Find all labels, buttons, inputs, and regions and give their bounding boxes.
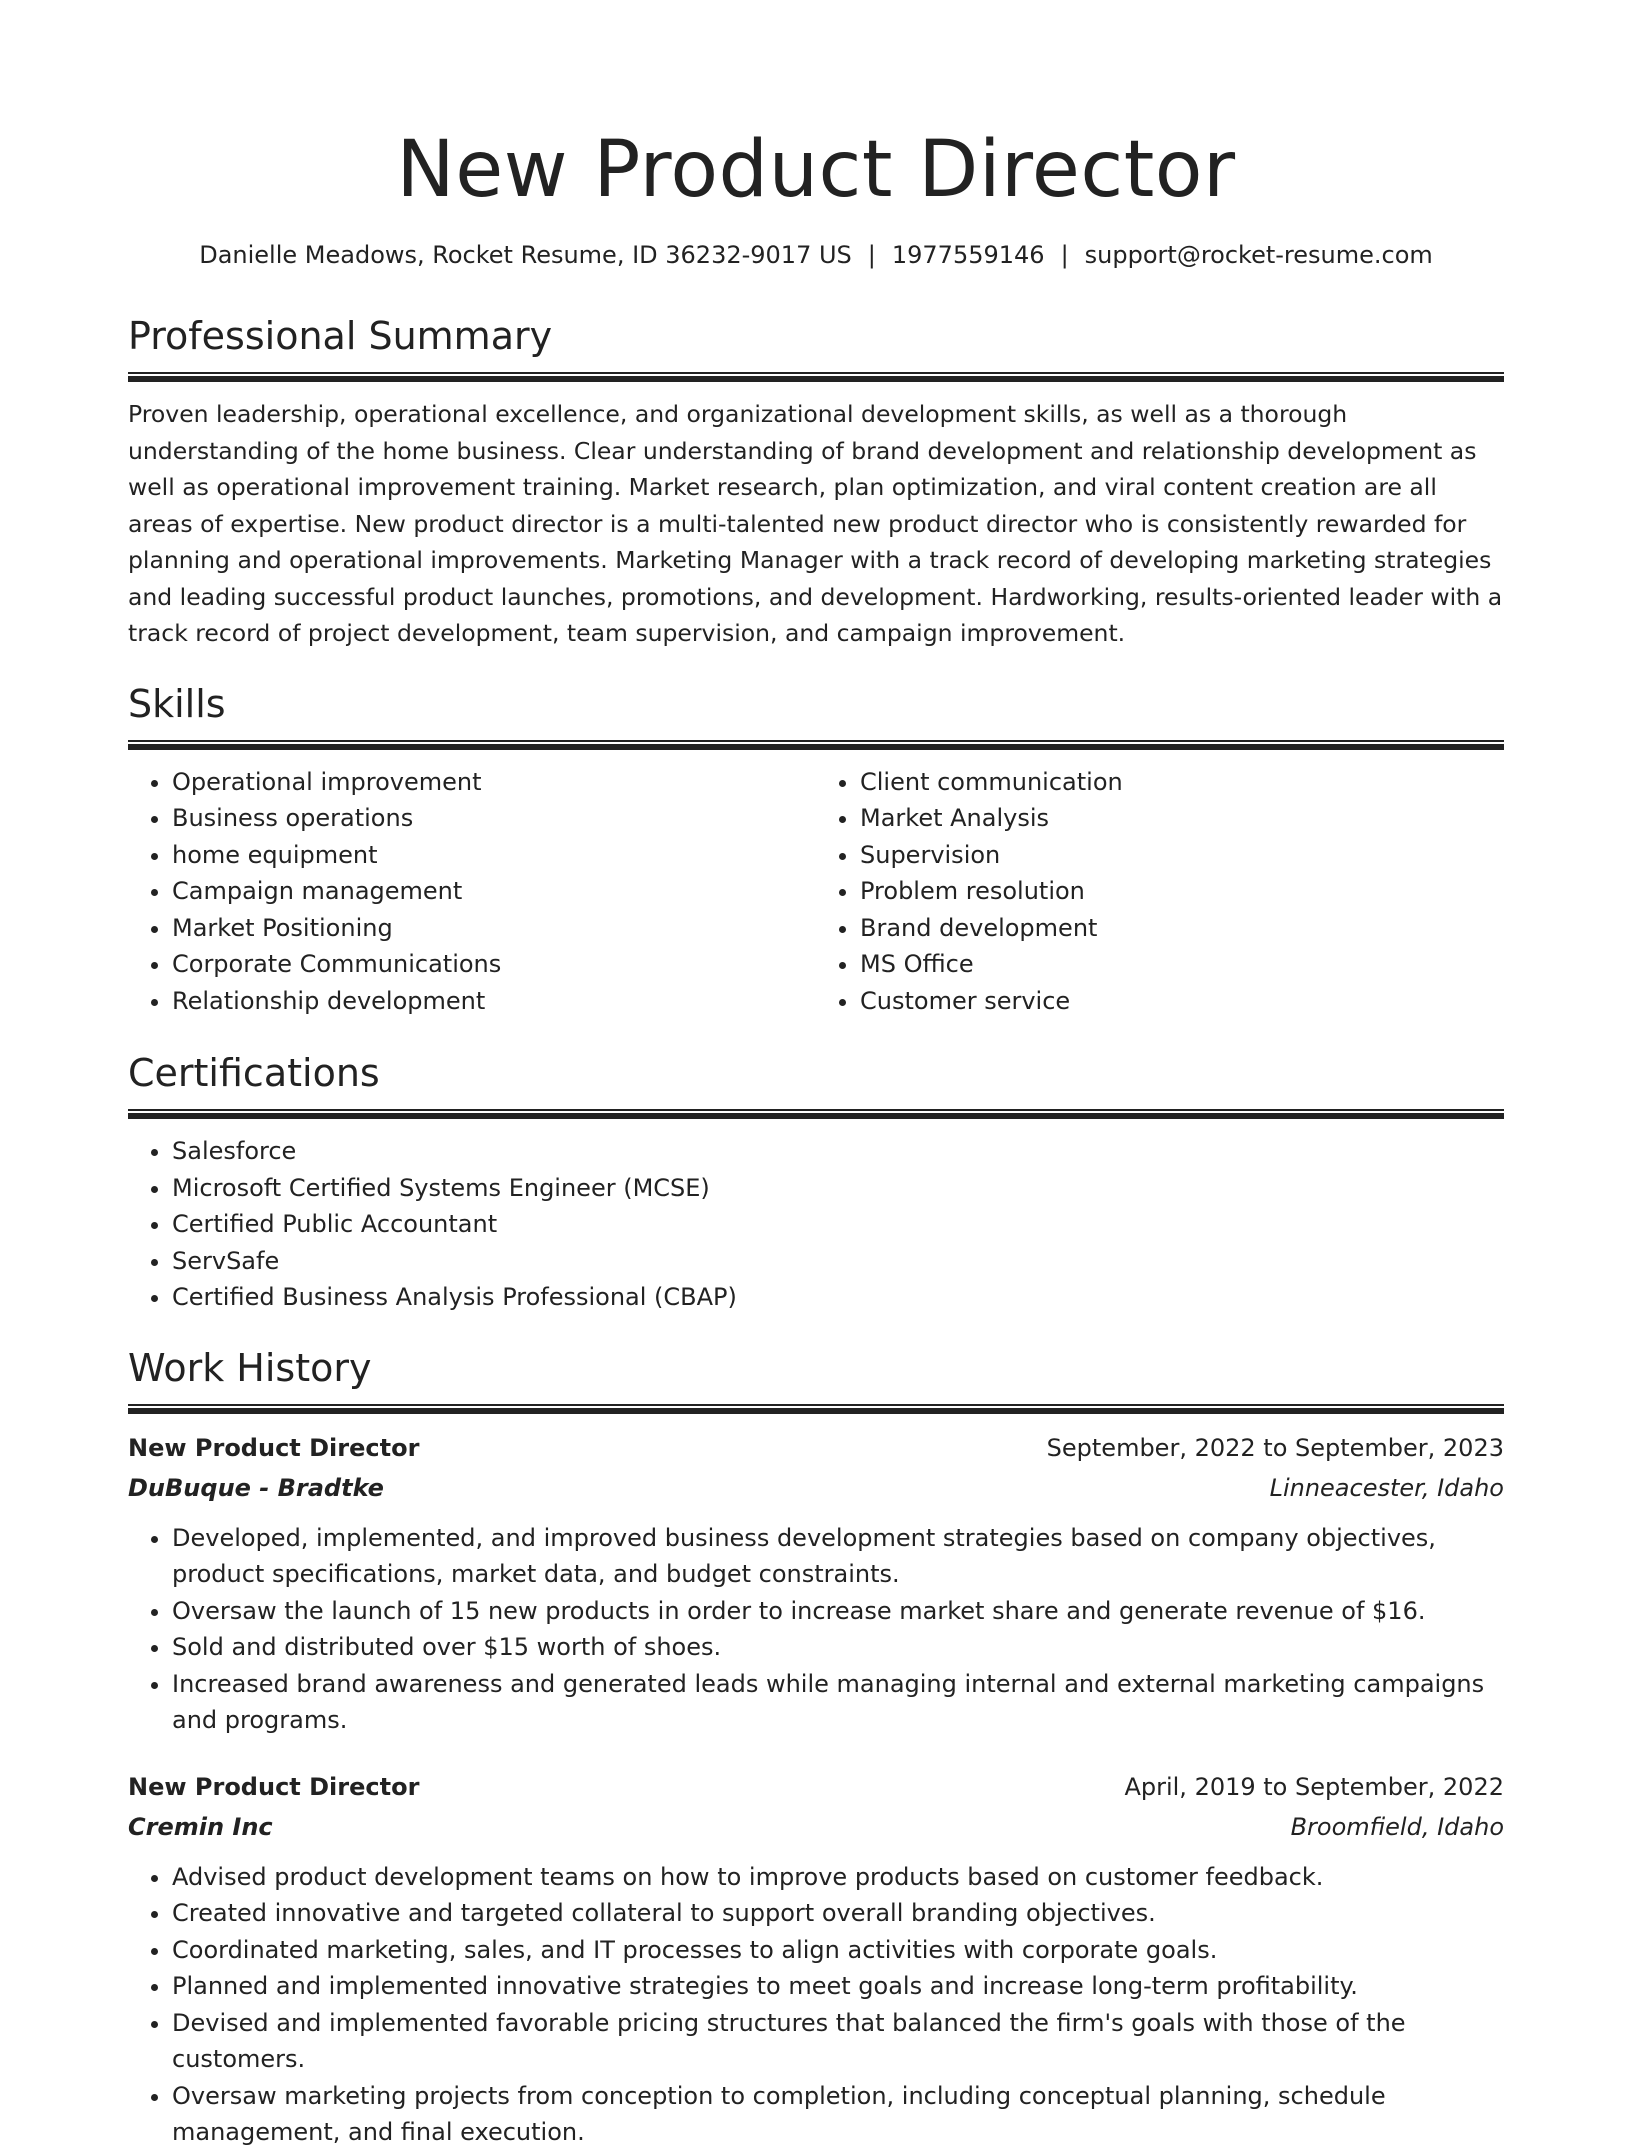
job-location: Broomfield, Idaho <box>1290 1812 1504 1841</box>
skills-list-right <box>816 764 1504 1020</box>
job-title: New Product Director <box>128 1433 420 1462</box>
resume-title: New Product Director <box>396 125 1236 215</box>
list-item: • MS Office <box>860 946 1504 983</box>
list-item: • Advised product development teams on how to improve products based on customer feedback. <box>172 1859 1504 1896</box>
section-heading: Work History <box>128 1345 372 1390</box>
contact-separator: | <box>1060 241 1069 269</box>
job-entry <box>128 1767 1504 2151</box>
resume-page <box>128 0 1504 2151</box>
section-divider <box>128 1109 1504 1119</box>
skills-list-left <box>128 764 816 1020</box>
list-item: • Supervision <box>860 837 1504 874</box>
list-item: • Planned and implemented innovative strategies to meet goals and increase long-term profitability. <box>172 1968 1504 2005</box>
list-item: • Customer service <box>860 983 1504 1020</box>
job-title: New Product Director <box>128 1772 420 1801</box>
job-header <box>128 1428 1504 1468</box>
section-divider <box>128 740 1504 750</box>
list-item: • Oversaw the launch of 15 new products in order to increase market share and generate revenue of $16. <box>172 1593 1504 1630</box>
list-item: • Brand development <box>860 910 1504 947</box>
job-header <box>128 1767 1504 1807</box>
list-item: • Relationship development <box>172 983 816 1020</box>
section-work-history <box>128 1344 1504 2151</box>
contact-email[interactable]: support@rocket-resume.com <box>1084 241 1433 269</box>
certifications-list <box>128 1133 1504 1316</box>
list-item: • Sold and distributed over $15 worth of shoes. <box>172 1629 1504 1666</box>
list-item: • Created innovative and targeted collateral to support overall branding objectives. <box>172 1895 1504 1932</box>
list-item: • home equipment <box>172 837 816 874</box>
job-dates: April, 2019 to September, 2022 <box>1124 1772 1504 1801</box>
list-item: • ServSafe <box>172 1243 1504 1280</box>
skills-grid <box>128 764 1504 1020</box>
section-skills <box>128 680 1504 1020</box>
job-dates: September, 2022 to September, 2023 <box>1046 1433 1504 1462</box>
section-divider <box>128 1404 1504 1414</box>
list-item: • Salesforce <box>172 1133 1504 1170</box>
list-item: • Oversaw marketing projects from conception to completion, including conceptual planning, schedule management, and final execution. <box>172 2078 1504 2151</box>
job-subheader <box>128 1468 1504 1508</box>
job-location: Linneacester, Idaho <box>1269 1473 1504 1502</box>
list-item: • Client communication <box>860 764 1504 801</box>
list-item: • Campaign management <box>172 873 816 910</box>
section-heading: Certifications <box>128 1051 380 1095</box>
section-professional-summary <box>128 312 1504 652</box>
list-item: • Certified Business Analysis Professional (CBAP) <box>172 1279 1504 1316</box>
list-item: • Developed, implemented, and improved business development strategies based on company objectives, product specifications, market data, and budget constraints. <box>172 1520 1504 1593</box>
job-company: DuBuque - Bradtke <box>128 1473 384 1502</box>
job-entry <box>128 1428 1504 1739</box>
list-item: • Problem resolution <box>860 873 1504 910</box>
contact-name-address: Danielle Meadows, Rocket Resume, ID 36232-9017 US <box>199 241 852 269</box>
list-item: • Corporate Communications <box>172 946 816 983</box>
list-item: • Certified Public Accountant <box>172 1206 1504 1243</box>
contact-line <box>128 238 1504 272</box>
contact-phone: 1977559146 <box>891 241 1045 269</box>
list-item: • Market Analysis <box>860 800 1504 837</box>
list-item: • Microsoft Certified Systems Engineer (MCSE) <box>172 1170 1504 1207</box>
list-item: • Increased brand awareness and generated leads while managing internal and external marketing campaigns and programs. <box>172 1666 1504 1739</box>
list-item: • Market Positioning <box>172 910 816 947</box>
summary-text: Proven leadership, operational excellence, and organizational development skills, as well as a thorough understanding of the home business. Clear understanding of brand development and relationship development as well as operational improvement training. Market research, plan optimization, and viral content creation are all areas of expertise. New product director is a multi-talented new product director who is consistently rewarded for planning and operational improvements. Marketing Manager with a track record of developing marketing strategies and leading successful product launches, promotions, and development. Hardworking, results-oriented leader with a track record of project development, team supervision, and campaign improvement. <box>128 400 1503 647</box>
section-certifications <box>128 1049 1504 1316</box>
section-divider <box>128 372 1504 382</box>
job-company: Cremin Inc <box>128 1812 273 1841</box>
job-bullets <box>128 1859 1504 2151</box>
list-item: • Business operations <box>172 800 816 837</box>
list-item: • Operational improvement <box>172 764 816 801</box>
list-item: • Coordinated marketing, sales, and IT processes to align activities with corporate goals. <box>172 1932 1504 1969</box>
job-subheader <box>128 1807 1504 1847</box>
job-bullets <box>128 1520 1504 1739</box>
section-heading: Skills <box>128 681 226 726</box>
list-item: • Devised and implemented favorable pricing structures that balanced the firm's goals with those of the customers. <box>172 2005 1504 2078</box>
contact-separator: | <box>867 241 876 269</box>
section-heading: Professional Summary <box>128 314 553 358</box>
